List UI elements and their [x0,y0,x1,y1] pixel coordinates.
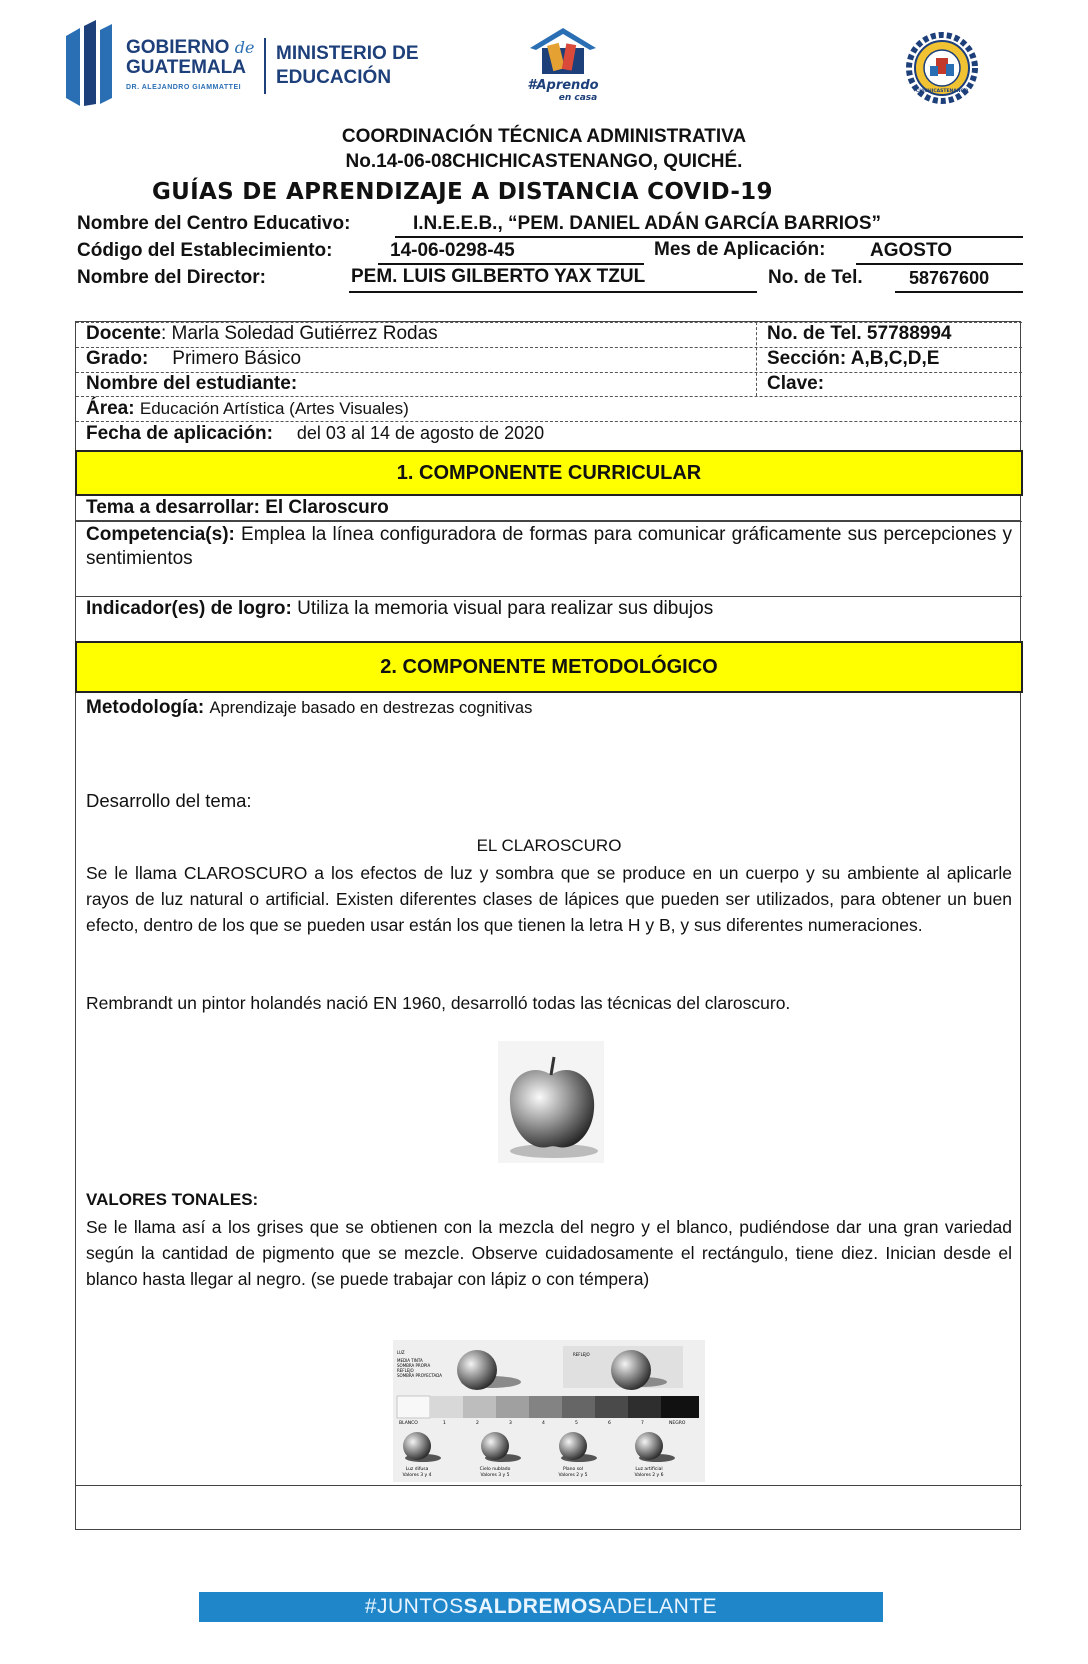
guides-title: GUÍAS DE APRENDIZAJE A DISTANCIA COVID-19 [152,179,773,205]
teacher-phone: No. de Tel. 57788994 [767,323,952,344]
methodology-row: Metodología: Aprendizaje basado en destrezas cognitivas [86,697,533,718]
coordination-title: COORDINACIÓN TÉCNICA ADMINISTRATIVA [341,126,747,147]
svg-text:en casa: en casa [558,93,598,102]
rembrandt-paragraph: Rembrandt un pintor holandés nació EN 1960, desarrolló todas las técnicas del claroscuro. [86,993,791,1013]
key-label: Clave: [767,373,825,394]
section-curricular-header: 1. COMPONENTE CURRICULAR [75,450,1023,496]
gov-president: DR. ALEJANDRO GIAMMATTEI [126,84,242,91]
director-label: Nombre del Director: [77,267,266,288]
development-label: Desarrollo del tema: [86,790,252,811]
section-value: Sección: A,B,C,D,E [767,348,940,369]
aprendo-en-casa-logo [522,26,604,102]
svg-text:CHICHICASTENANGO: CHICHICASTENANGO [915,89,969,94]
svg-text:2: 2 [476,1421,479,1426]
svg-text:BLANCO: BLANCO [399,1421,418,1426]
phone-value: 58767600 [909,268,990,288]
svg-text:REFLEJO: REFLEJO [573,1352,590,1357]
month-label: Mes de Aplicación: [654,239,826,260]
school-value: I.N.E.E.B., “PEM. DANIEL ADÁN GARCÍA BARRIOS” [413,213,881,234]
section-methodological-header: 2. COMPONENTE METODOLÓGICO [75,641,1023,693]
director-field [349,266,757,293]
tonal-values-title: VALORES TONALES: [86,1190,259,1209]
school-seal [906,30,978,106]
svg-text:6: 6 [608,1421,611,1426]
house-book-icon [522,26,604,102]
tonal-scale-diagram [393,1340,705,1482]
article-title: EL CLAROSCURO [476,836,622,855]
claroscuro-paragraph: Se le llama CLAROSCURO a los efectos de luz y sombra que se produce en un cuerpo y su ambiente al aplicarle rayos de luz natural o artificial. Existen diferentes clases de lápices que pueden ser utilizados, para obtener un buen efecto, dentro de los que se pueden usar están los que tienen la letra H y B, y sus diferentes numeraciones. [86,863,1012,935]
svg-text:SOMBRA PROPIA: SOMBRA PROPIA [397,1363,431,1368]
tonal-values-paragraph: Se le llama así a los grises que se obtienen con la mezcla del negro y el blanco, pudiéndose dar una gran variedad según la cantidad de pigmento que se mezcle. Observe cuidadosamente el rectángulo, tiene diez. Inician desde el blanco hasta llegar al negro. (se puede trabajar con lápiz o con témpera) [86,1217,1012,1289]
svg-text:4: 4 [542,1421,545,1426]
svg-text:SOMBRA PROYECTADA: SOMBRA PROYECTADA [397,1373,443,1378]
svg-text:1: 1 [443,1421,446,1426]
svg-text:REFLEJO: REFLEJO [397,1368,414,1373]
phone-label: No. de Tel. [768,267,863,288]
school-field [395,213,1023,238]
code-label: Código del Establecimiento: [77,240,333,261]
phone-field [895,266,1023,293]
footer-hashtag-banner: #JUNTOSSALDREMOSADELANTE [199,1592,883,1622]
code-value: 14-06-0298-45 [390,240,515,261]
ministry-name: MINISTERIO DE EDUCACIÓN [276,43,419,88]
svg-text:Cielo nublado: Cielo nublado [479,1467,511,1472]
svg-text:Valores 2 y 6: Valores 2 y 6 [634,1473,664,1478]
guatemala-flag-icon [64,18,116,106]
svg-text:MEDIA TINTA: MEDIA TINTA [397,1358,423,1363]
teacher-row: Docente: Marla Soledad Gutiérrez Rodas [86,323,438,344]
director-value: PEM. LUIS GILBERTO YAX TZUL [351,266,646,287]
svg-text:3: 3 [509,1421,512,1426]
code-place-title: No.14-06-08CHICHICASTENANGO, QUICHÉ. [345,151,743,172]
grade-row: Grado: Primero Básico [86,348,302,369]
gov-name: GOBIERNO de GUATEMALA [126,37,255,78]
indicator-row: Indicador(es) de logro: Utiliza la memoria visual para realizar sus dibujos [86,598,714,619]
svg-text:Valores 3 y 5: Valores 3 y 5 [480,1473,510,1478]
svg-text:Valores 3 y 4: Valores 3 y 4 [402,1473,432,1478]
competence-row: Competencia(s): Emplea la línea configuradora de formas para comunicar gráficamente sus percepciones y sentimientos [86,524,1012,569]
svg-text:LUZ: LUZ [397,1350,405,1355]
logo-divider [264,38,266,94]
gear-seal-icon [906,30,978,106]
svg-text:Luz artificial: Luz artificial [635,1467,663,1472]
month-value: AGOSTO [870,240,952,261]
government-logo [64,16,424,106]
svg-text:Plano sol: Plano sol [562,1467,584,1472]
svg-text:7: 7 [641,1421,644,1426]
month-field [856,240,1023,265]
apple-shading-image [498,1041,604,1163]
topic-row: Tema a desarrollar: El Claroscuro [86,497,389,518]
tonal-values-illustration [393,1340,705,1482]
svg-text:Valores 2 y 5: Valores 2 y 5 [558,1473,588,1478]
svg-text:5: 5 [575,1421,578,1426]
svg-text:NEGRO: NEGRO [669,1421,686,1426]
area-row: Área: Educación Artística (Artes Visuales) [86,398,409,419]
svg-text:#Aprendo: #Aprendo [527,78,599,93]
svg-text:Luz difusa: Luz difusa [405,1467,429,1472]
school-label: Nombre del Centro Educativo: [77,213,351,234]
code-field [378,240,644,265]
apple-drawing-icon [498,1041,604,1163]
date-row: Fecha de aplicación: del 03 al 14 de agosto de 2020 [86,423,545,444]
student-name-label: Nombre del estudiante: [86,373,298,394]
